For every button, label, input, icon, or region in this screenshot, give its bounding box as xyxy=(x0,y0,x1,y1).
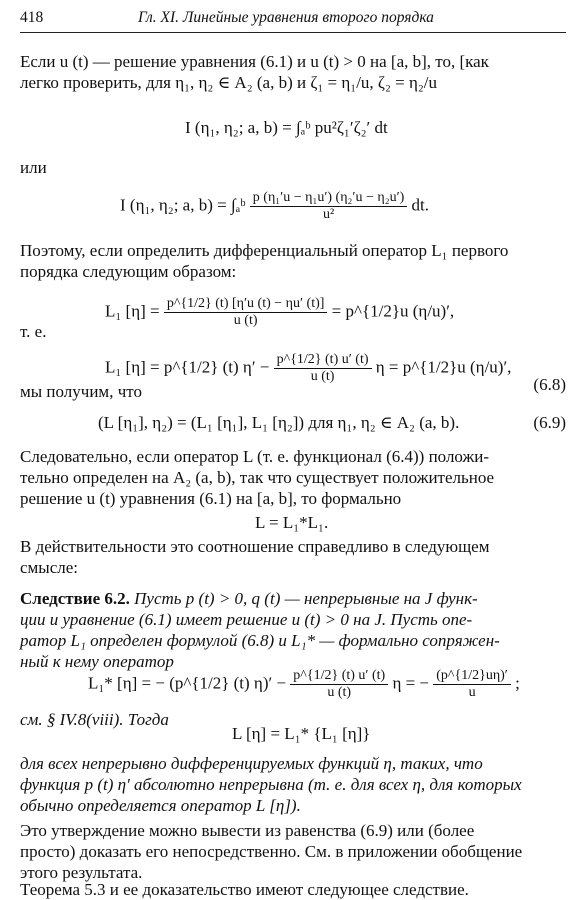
eq2-denominator: u² xyxy=(322,207,335,222)
corollary-line: ный к нему оператор xyxy=(20,652,174,671)
eq7-fraction-2 xyxy=(433,668,511,701)
header-rule xyxy=(20,32,566,33)
text-line: мы получим, что xyxy=(20,382,142,401)
text-line: В действительности это соотношение справедливо в следующем xyxy=(20,537,490,556)
text-te: т. е. xyxy=(20,322,47,341)
eq3-denominator: u (t) xyxy=(233,313,258,328)
eq7-numerator: p^{1/2} (t) u′ (t) xyxy=(290,668,388,685)
eq7-denominator: u (t) xyxy=(327,685,352,700)
eq2-left: I (η₁, η₂; a, b) = ∫ₐᵇ xyxy=(120,195,246,215)
eq4-denominator: u (t) xyxy=(310,369,335,384)
equation-6-9: (L [η₁], η₂) = (L₁ [η₁], L₁ [η₂]) для η₁, η₂ ∈ A₂ (a, b). xyxy=(98,413,460,432)
corollary-line: ции и уравнение (6.1) имеет решение u (t) > 0 на J. Пусть опе- xyxy=(20,610,473,629)
text-line: Поэтому, если определить дифференциальный оператор L₁ первого xyxy=(20,241,509,260)
text-or: или xyxy=(20,158,47,177)
equation-number-6-9: (6.9) xyxy=(533,413,566,432)
eq2-tail: dt. xyxy=(411,195,430,215)
eq7-mid: η = − xyxy=(392,673,430,693)
corollary-line: функция p (t) η′ абсолютно непрерывна (т. е. для всех η, для которых xyxy=(20,775,522,794)
equation-l-composition: L [η] = L₁* {L₁ [η]} xyxy=(232,724,371,743)
eq7-denominator-2: u xyxy=(468,685,476,700)
eq7-left: L₁* [η] = − (p^{1/2} (t) η)′ − xyxy=(88,673,287,693)
text-line: тельно определен на A₂ (a, b), так что существует положительное xyxy=(20,468,495,487)
text-line: Если u (t) — решение уравнения (6.1) и u (t) > 0 на [a, b], то, [как xyxy=(20,52,489,71)
text-line: Теорема 5.3 и ее доказательство имеют следующее следствие. xyxy=(20,880,469,899)
text-line: Следовательно, если оператор L (т. е. функционал (6.4)) положи- xyxy=(20,447,490,466)
eq7-end: ; xyxy=(515,673,520,693)
text-line: см. § IV.8(viii). Тогда xyxy=(20,710,169,729)
equation-l1-adjoint xyxy=(88,668,520,701)
text-line: порядка следующим образом: xyxy=(20,262,237,281)
corollary-line: для всех непрерывно дифференцируемых функций η, таких, что xyxy=(20,754,483,773)
eq4-numerator: p^{1/2} (t) u′ (t) xyxy=(274,352,372,369)
eq7-numerator-2: (p^{1/2}uη)′ xyxy=(433,668,511,685)
text-line: смысле: xyxy=(20,558,79,577)
eq4-fraction xyxy=(274,352,372,385)
corollary-line xyxy=(20,589,566,609)
eq3-left: L₁ [η] = xyxy=(105,301,160,321)
corollary-text: Пусть p (t) > 0, q (t) — непрерывные на J функ- xyxy=(134,589,478,608)
eq3-right: = p^{1/2}u (η/u)′, xyxy=(331,301,455,321)
text-line: решение u (t) уравнения (6.1) на [a, b], то формально xyxy=(20,489,402,508)
text-line: этого результата. xyxy=(20,863,143,882)
eq7-fraction xyxy=(290,668,388,701)
page-number: 418 xyxy=(20,9,44,26)
equation-number-6-8: (6.8) xyxy=(533,375,566,394)
eq4-right: η = p^{1/2}u (η/u)′, xyxy=(375,357,512,377)
corollary-label: Следствие 6.2. xyxy=(20,589,130,608)
eq2-numerator: p (η₁′u − η₁u′) (η₂′u − η₂u′) xyxy=(250,190,408,207)
equation-i-integral: I (η₁, η₂; a, b) = ∫ₐᵇ pu²ζ₁′ζ₂′ dt xyxy=(185,118,388,137)
text-line: легко проверить, для η₁, η₂ ∈ A₂ (a, b) и ζ₁ = η₁/u, ζ₂ = η₂/u xyxy=(20,73,438,92)
equation-l-factor: L = L₁*L₁. xyxy=(255,513,329,532)
eq4-left: L₁ [η] = p^{1/2} (t) η′ − xyxy=(105,357,270,377)
eq2-fraction xyxy=(250,190,408,223)
equation-i-expanded xyxy=(120,190,429,223)
text-line: просто) доказать его непосредственно. См. в приложении обобщение xyxy=(20,842,523,861)
text-line: Это утверждение можно вывести из равенства (6.9) или (более xyxy=(20,821,475,840)
running-title: Гл. XI. Линейные уравнения второго порядка xyxy=(138,9,434,26)
equation-6-8 xyxy=(105,352,511,385)
corollary-line: обычно определяется оператор L [η]). xyxy=(20,796,301,815)
corollary-line: ратор L₁ определен формулой (6.8) и L₁* — формально сопряжен- xyxy=(20,631,500,650)
eq3-numerator: p^{1/2} (t) [η′u (t) − ηu′ (t)] xyxy=(164,296,328,313)
